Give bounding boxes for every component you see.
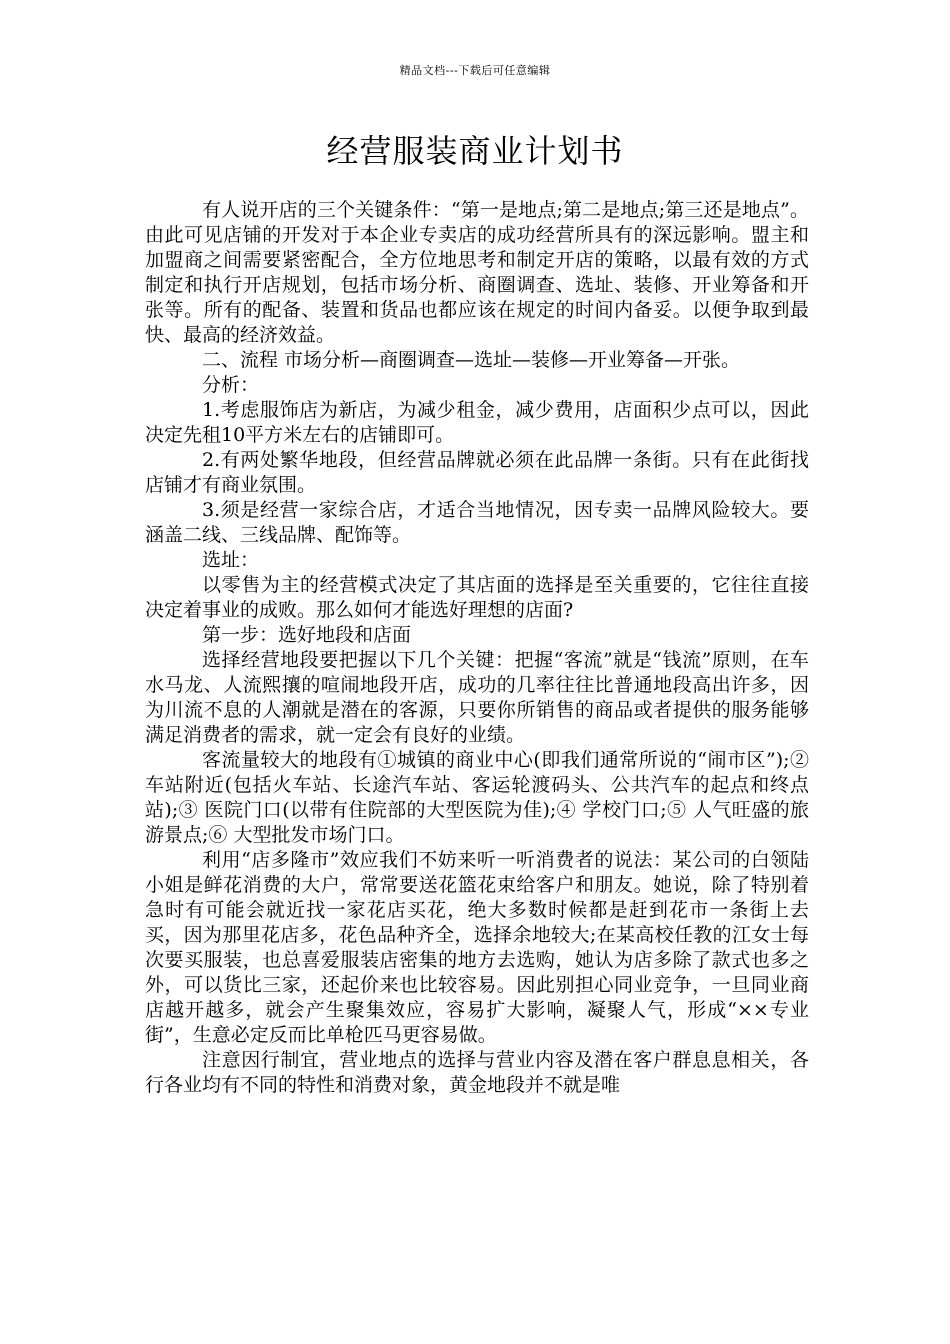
paragraph: 以零售为主的经营模式决定了其店面的选择是至关重要的，它往往直接决定着事业的成败。那么如何才能选好理想的店面? [145,574,809,621]
paragraph: 利用“店多隆市”效应我们不妨来听一听消费者的说法：某公司的白领陆小姐是鲜花消费的大户，常常要送花篮花束给客户和朋友。她说，除了特别着急时有可能会就近找一家花店买花，绝大多数时候都是赶到花市一条街上去买，因为那里花店多，花色品种齐全，选择余地较大;在某高校任教的江女士每次要买服装，也总喜爱服装店密集的地方去选购，她认为店多除了款式也多之外，可以货比三家，还起价来也比较容易。因此别担心同业竞争，一旦同业商店越开越多，就会产生聚集效应，容易扩大影响，凝聚人气，形成“××专业街”，生意必定反而比单枪匹马更容易做。 [145,849,809,1046]
paragraph: 选址： [202,549,260,571]
page-header: 精品文档---下载后可任意编辑 [399,64,551,77]
paragraph: 3.须是经营一家综合店，才适合当地情况，因专卖一品牌风险较大。要涵盖二线、三线品牌、配饰等。 [145,499,809,546]
paragraph: 有人说开店的三个关键条件：“第一是地点;第二是地点;第三还是地点”。由此可见店铺的开发对于本企业专卖店的成功经营所具有的深远影响。盟主和加盟商之间需要紧密配合，全方位地思考和制定开店的策略，以最有效的方式制定和执行开店规划，包括市场分析、商圈调查、选址、装修、开业筹备和开张等。所有的配备、装置和货品也都应该在规定的时间内备妥。以便争取到最快、最高的经济效益。 [145,199,809,346]
paragraph: 注意因行制宜，营业地点的选择与营业内容及潜在客户群息息相关，各行各业均有不同的特性和消费对象，黄金地段并不就是唯 [145,1049,809,1096]
paragraph: 选择经营地段要把握以下几个关键：把握“客流”就是“钱流”原则，在车水马龙、人流熙攘的喧闹地段开店，成功的几率往往比普通地段高出许多，因为川流不息的人潮就是潜在的客源，只要你所销售的商品或者提供的服务能够满足消费者的需求，就一定会有良好的业绩。 [145,649,809,746]
document-title: 经营服装商业计划书 [326,132,624,170]
document-body [145,198,809,1098]
paragraph: 分析： [202,374,260,396]
paragraph: 第一步：选好地段和店面 [202,624,412,646]
paragraph: 2.有两处繁华地段，但经营品牌就必须在此品牌一条街。只有在此街找店铺才有商业氛围。 [145,449,809,496]
paragraph: 客流量较大的地段有①城镇的商业中心(即我们通常所说的“闹市区”);② 车站附近(包括火车站、长途汽车站、客运轮渡码头、公共汽车的起点和终点站);③ 医院门口(以带有住院部的大型医院为佳);④ 学校门口;⑤ 人气旺盛的旅游景点;⑥ 大型批发市场门口。 [145,749,809,846]
paragraph: 1.考虑服饰店为新店，为减少租金，减少费用，店面积少点可以，因此决定先租10平方米左右的店铺即可。 [145,399,809,446]
paragraph: 二、流程 市场分析—商圈调查—选址—装修—开业筹备—开张。 [202,349,741,371]
